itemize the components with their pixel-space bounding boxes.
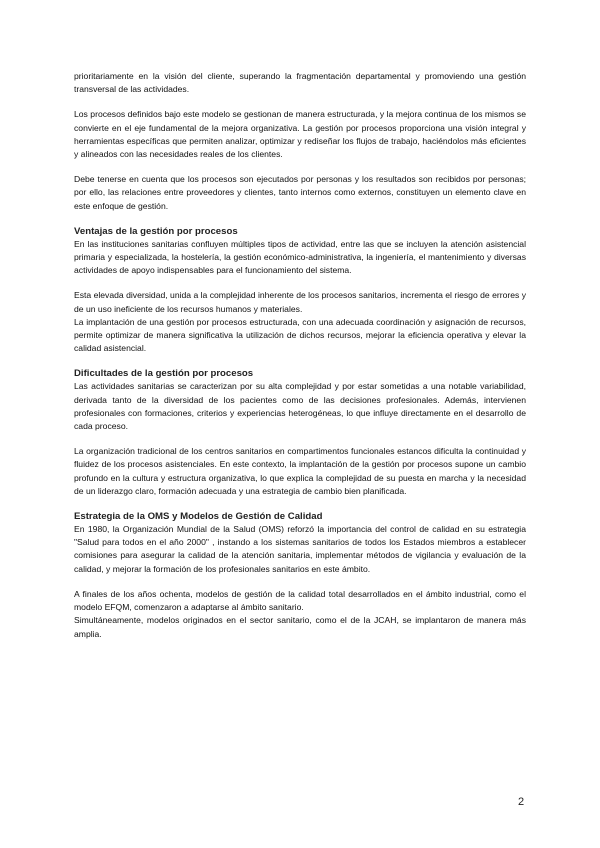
section-heading-ventajas: Ventajas de la gestión por procesos xyxy=(74,225,238,237)
page-number: 2 xyxy=(518,796,525,808)
intro-paragraph-3: Debe tenerse en cuenta que los procesos son ejecutados por personas y los resultados son recibidos por personas; por ello, las relaciones entre proveedores y clientes, tanto internos como externos, constituyen un elemento clave en este enfoque de gestión. xyxy=(74,174,526,211)
ventajas-paragraph-3: La implantación de una gestión por procesos estructurada, con una adecuada coordinación y asignación de recursos, permite optimizar de manera significativa la utilización de dichos recursos, mejorar la eficiencia operativa y elevar la calidad asistencial. xyxy=(74,316,526,354)
estrategia-paragraph-3: Simultáneamente, modelos originados en el sector sanitario, como el de la JCAH, se implantaron de manera más amplia. xyxy=(74,615,526,639)
document-page xyxy=(74,70,526,653)
section-heading-dificultades: Dificultades de la gestión por procesos xyxy=(74,368,254,380)
ventajas-paragraph-2: Esta elevada diversidad, unida a la complejidad inherente de los procesos sanitarios, incrementa el riesgo de errores y de un uso ineficiente de los recursos humanos y materiales. xyxy=(74,290,526,314)
estrategia-paragraph-2: A finales de los años ochenta, modelos de gestión de la calidad total desarrollados en el ámbito industrial, como el modelo EFQM, comenzaron a adaptarse al ámbito sanitario. xyxy=(74,588,526,613)
intro-paragraph-2: Los procesos definidos bajo este modelo se gestionan de manera estructurada, y la mejora continua de los mismos se convierte en el eje fundamental de la mejora organizativa. La gestión por procesos proporciona una visión integral y herramientas específicas que permiten analizar, optimizar y rediseñar los flujos de trabajo, haciéndolos más eficientes y alineados con las necesidades reales de los clientes. xyxy=(74,109,526,160)
dificultades-paragraph-2: La organización tradicional de los centros sanitarios en compartimentos funcionales estancos dificulta la continuidad y fluidez de los procesos asistenciales. En este contexto, la implantación de la gestión por procesos supone un cambio profundo en la cultura y estructura organizativa, lo que explica la complejidad de su puesta en marcha y la necesidad de un liderazgo claro, formación adecuada y una estrategia de cambio bien planificada. xyxy=(74,446,526,496)
ventajas-paragraph-1: En las instituciones sanitarias confluyen múltiples tipos de actividad, entre las que se incluyen la atención asistencial primaria y especializada, la hostelería, la gestión económico-administrativa, la ingeniería, el mantenimiento y diversas actividades de apoyo indispensables para el funcionamiento del sistema. xyxy=(74,238,526,276)
section-heading-estrategia-oms: Estrategia de la OMS y Modelos de Gestión de Calidad xyxy=(74,511,323,523)
dificultades-paragraph-1: Las actividades sanitarias se caracterizan por su alta complejidad y por estar sometidas a una notable variabilidad, derivada tanto de la diversidad de los pacientes como de las decisiones profesionales. Además, intervienen profesionales con formaciones, criterios y experiencias heterogéneas, lo que influye directamente en el desarrollo de cada proceso. xyxy=(74,381,526,432)
estrategia-paragraph-1: En 1980, la Organización Mundial de la Salud (OMS) reforzó la importancia del control de calidad en su estrategia "Salud para todos en el año 2000" , instando a los sistemas sanitarios de todos los Estados miembros a establecer comisiones para asegurar la calidad de la atención sanitaria, implementar métodos de vigilancia y evaluación de la calidad, y mejorar la formación de los profesionales sanitarios en este ámbito. xyxy=(74,524,526,574)
intro-paragraph-1: prioritariamente en la visión del cliente, superando la fragmentación departamental y promoviendo una gestión transversal de las actividades. xyxy=(74,71,526,95)
